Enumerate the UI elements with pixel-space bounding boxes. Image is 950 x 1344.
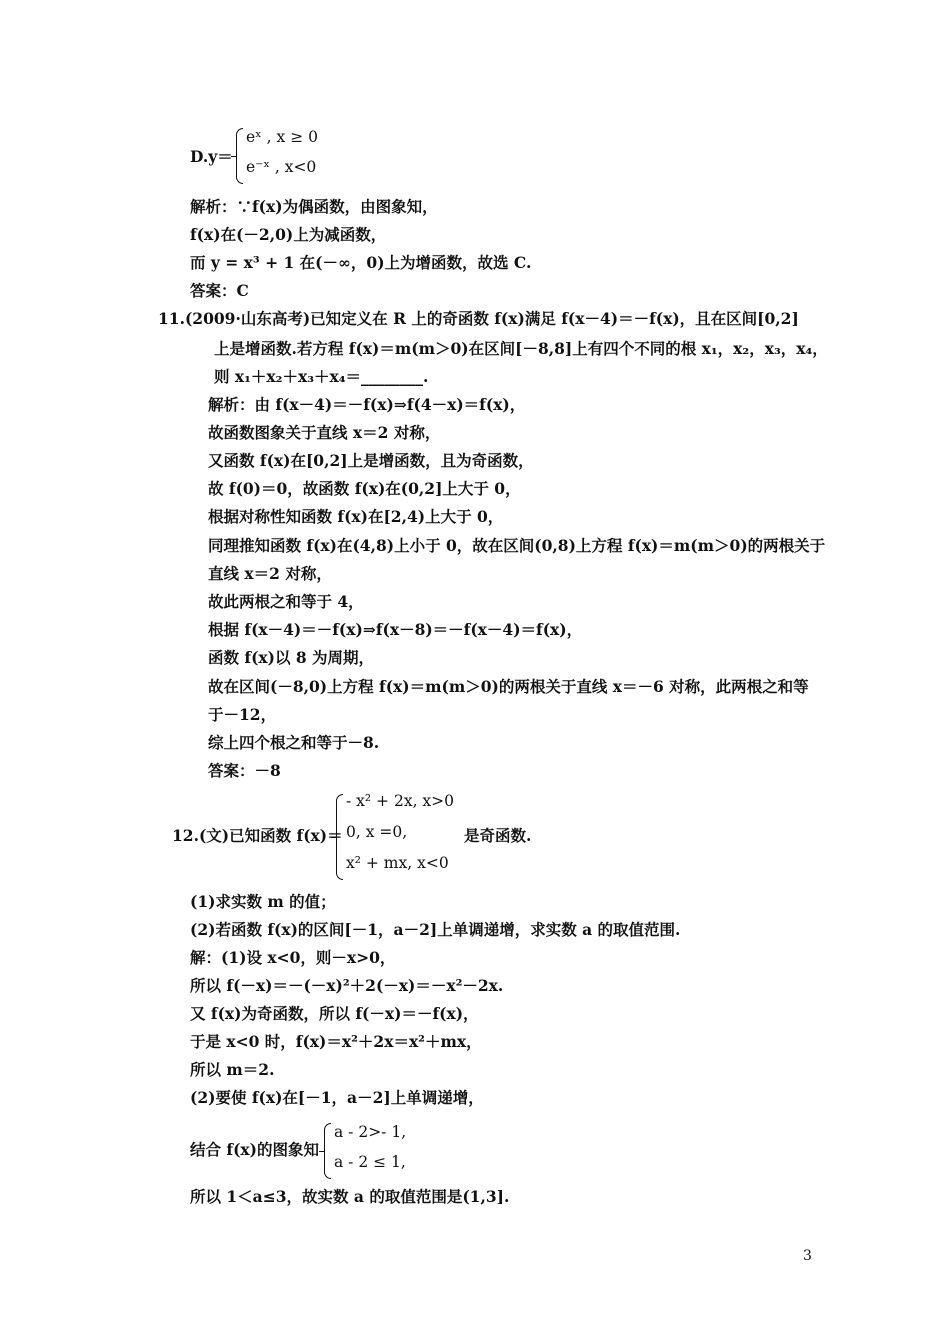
q12-body-line: 所以 m＝2. <box>190 1060 275 1079</box>
q12-combine-prefix: 结合 f(x)的图象知 <box>190 1140 319 1159</box>
q12-body-line: 解：(1)设 x<0，则－x>0， <box>190 948 396 967</box>
q11-solution-line: 解析：由 f(x－4)＝－f(x)⇒f(4－x)＝f(x)， <box>208 395 526 414</box>
q11-solution-line: 故 f(0)＝0，故函数 f(x)在(0,2]上大于 0， <box>208 479 521 498</box>
option-d-case-2: e⁻ˣ , x<0 <box>246 158 317 176</box>
q12-stem-suffix: 是奇函数. <box>464 826 532 845</box>
q12-body-line: (2)要使 f(x)在[－1，a－2]上单调递增， <box>190 1088 484 1107</box>
q12-stem-prefix: 12.(文)已知函数 f(x)＝ <box>172 826 343 845</box>
q12-body-line: (2)若函数 f(x)的区间[－1，a－2]上单调递增，求实数 a 的取值范围. <box>190 920 681 939</box>
q11-solution-line: 于－12， <box>208 705 277 724</box>
q11-solution-line: 直线 x＝2 对称， <box>208 564 332 583</box>
q12-case-1: - x² + 2x, x>0 <box>346 792 455 810</box>
option-d-case-1: eˣ , x ≥ 0 <box>246 128 318 146</box>
q11-stem-line: 上是增函数.若方程 f(x)＝m(m＞0)在区间[－8,8]上有四个不同的根 x₁，x₂，x₃，x₄， <box>214 339 828 358</box>
q11-solution-line: 故此两根之和等于 4， <box>208 592 364 611</box>
left-brace-icon <box>336 794 343 880</box>
q11-solution-line: 根据对称性知函数 f(x)在[2,4)上大于 0， <box>208 507 504 526</box>
q11-solution-line: 综上四个根之和等于－8. <box>208 733 380 752</box>
q11-solution-line: 同理推知函数 f(x)在(4,8)上小于 0，故在区间(0,8)上方程 f(x)＝m(m＞0)的两根关于 <box>208 536 826 555</box>
q11-solution-line: 故函数图象关于直线 x＝2 对称， <box>208 423 441 442</box>
q12-combine-case-2: a - 2 ≤ 1, <box>334 1153 406 1171</box>
q12-body-line: 于是 x<0 时，f(x)＝x²＋2x＝x²＋mx， <box>190 1032 482 1051</box>
q11-solution-line: 又函数 f(x)在[0,2]上是增函数，且为奇函数， <box>208 451 534 470</box>
q11-solution-line: 根据 f(x－4)＝－f(x)⇒f(x－8)＝－f(x－4)＝f(x)， <box>208 620 583 639</box>
q11-solution-line: 函数 f(x)以 8 为周期， <box>208 648 375 667</box>
q10-solution-line: 而 y = x³ + 1 在(－∞，0)上为增函数，故选 C. <box>190 253 532 272</box>
q11-solution-line: 故在区间(－8,0)上方程 f(x)＝m(m＞0)的两根关于直线 x＝－6 对称，此两根之和等 <box>208 677 809 696</box>
q11-stem-line: 则 x₁＋x₂＋x₃＋x₄＝________. <box>214 367 429 386</box>
q12-body-line: 又 f(x)为奇函数，所以 f(－x)＝－f(x)， <box>190 1004 479 1023</box>
q12-case-2: 0, x =0, <box>346 823 408 841</box>
left-brace-icon <box>324 1123 331 1179</box>
q12-body-line: 所以 f(－x)＝－(－x)²＋2(－x)＝－x²－2x. <box>190 976 504 995</box>
q11-answer: 答案：－8 <box>208 761 281 780</box>
q12-body-line: (1)求实数 m 的值； <box>190 892 336 911</box>
page-number: 3 <box>803 1248 812 1264</box>
q12-conclusion: 所以 1＜a≤3，故实数 a 的取值范围是(1,3]. <box>190 1187 510 1206</box>
q12-case-3: x² + mx, x<0 <box>346 854 449 872</box>
q10-answer: 答案：C <box>190 281 249 300</box>
left-brace-icon <box>236 128 243 184</box>
q11-stem-line: 11.(2009·山东高考)已知定义在 R 上的奇函数 f(x)满足 f(x－4)＝－f(x)，且在区间[0,2] <box>158 309 799 328</box>
q10-solution-line: 解析：∵f(x)为偶函数，由图象知， <box>190 197 438 216</box>
q12-combine-case-1: a - 2>- 1, <box>334 1123 407 1141</box>
option-d-label: D.y＝ <box>190 147 233 166</box>
q10-solution-line: f(x)在(－2,0)上为减函数， <box>190 225 387 244</box>
